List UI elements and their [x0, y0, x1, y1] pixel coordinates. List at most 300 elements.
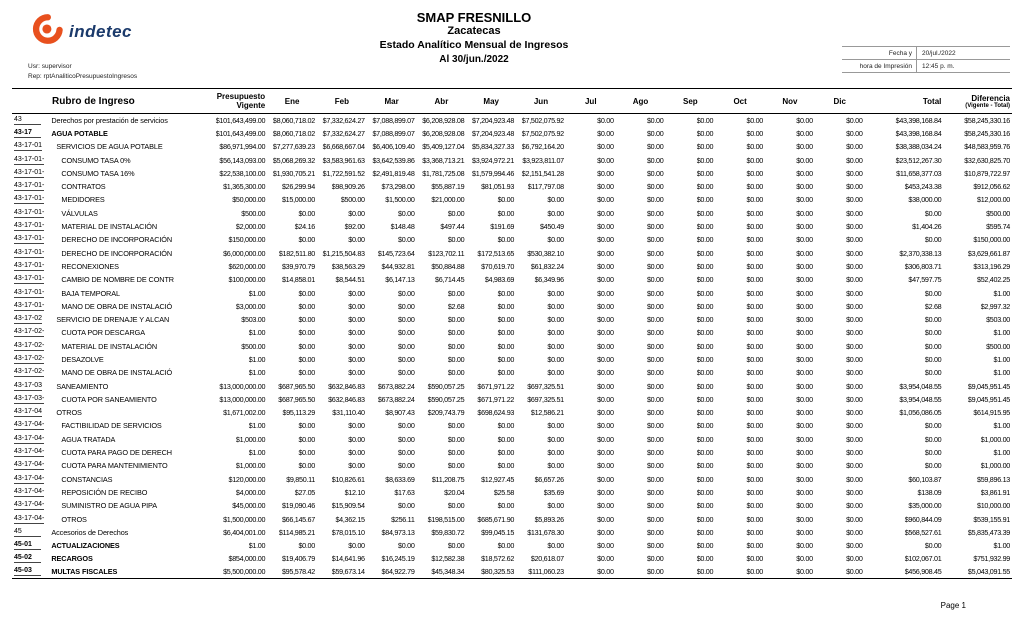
cell-jul: $0.00: [597, 195, 614, 205]
presupuesto-line2: Vigente: [236, 101, 266, 110]
row-description: AGUA TRATADA: [61, 434, 116, 444]
cell-abr: $123,702.11: [428, 248, 465, 258]
column-header-oct: Oct: [715, 89, 765, 114]
cell-feb: $7,332,624.27: [322, 115, 365, 125]
cell-dic: $0.00: [846, 155, 863, 165]
cell-ene: $182,511.80: [278, 248, 315, 258]
cell-total: $1,404.26: [912, 222, 942, 232]
cell-vigente: $100,000.00: [228, 275, 266, 285]
row-description: ACTUALIZACIONES: [51, 541, 120, 551]
cell-ene: $27.05: [294, 487, 315, 497]
cell-sep: $0.00: [696, 328, 714, 338]
cell-feb: $632,846.83: [328, 381, 365, 391]
row-description: CONTRATOS: [61, 182, 106, 192]
cell-vigente: $50,000.00: [232, 195, 266, 205]
cell-jun: $131,678.30: [527, 527, 564, 537]
cell-abr: $1,781,725.08: [422, 168, 465, 178]
cell-dic: $0.00: [846, 168, 863, 178]
cell-total: $38,000.00: [908, 195, 942, 205]
cell-ene: $0.00: [298, 421, 315, 431]
cell-may: $0.00: [497, 354, 515, 364]
cell-diferencia: $58,245,330.16: [964, 115, 1010, 125]
cell-feb: $92.00: [344, 222, 365, 232]
table-row: [12, 114, 1012, 127]
cell-vigente: $1,500,000.00: [223, 514, 266, 524]
cell-total: $0.00: [924, 235, 942, 245]
cell-ago: $0.00: [646, 554, 664, 564]
table-row: [12, 446, 1012, 459]
cell-total: $306,803.71: [904, 261, 942, 271]
cell-dic: $0.00: [846, 461, 863, 471]
cell-mar: $0.00: [398, 288, 415, 298]
cell-vigente: $1.00: [248, 354, 266, 364]
cell-ene: $0.00: [298, 541, 315, 551]
cell-jun: $450.49: [539, 222, 564, 232]
cell-ago: $0.00: [646, 408, 664, 418]
cell-diferencia: $912,056.62: [973, 182, 1010, 192]
cell-abr: $0.00: [447, 421, 465, 431]
cell-oct: $0.00: [746, 434, 763, 444]
cell-oct: $0.00: [746, 341, 763, 351]
cell-total: $0.00: [924, 341, 942, 351]
cell-vigente: $500.00: [241, 208, 266, 218]
cell-may: $99,045.15: [481, 527, 515, 537]
cell-ago: $0.00: [646, 434, 664, 444]
cell-dic: $0.00: [846, 448, 863, 458]
column-header-mar: Mar: [367, 89, 417, 114]
cell-dic: $0.00: [846, 142, 863, 152]
row-description: MATERIAL DE INSTALACIÓN: [61, 222, 158, 232]
column-header-dic: Dic: [815, 89, 865, 114]
cell-dic: $0.00: [846, 487, 863, 497]
cell-may: $4,983.69: [484, 275, 515, 285]
cell-nov: $0.00: [796, 288, 813, 298]
cell-mar: $145,723.64: [377, 248, 415, 258]
cell-dic: $0.00: [846, 248, 863, 258]
row-description: SERVICIO DE DRENAJE Y ALCAN: [56, 315, 170, 325]
cell-ene: $26,299.94: [281, 182, 315, 192]
row-code: 43-17-03: [14, 381, 43, 389]
cell-dic: $0.00: [846, 368, 863, 378]
cell-diferencia: $150,000.00: [973, 235, 1010, 245]
table-row: [12, 539, 1012, 552]
row-description: MEDIDORES: [61, 195, 105, 205]
cell-ene: $0.00: [298, 301, 315, 311]
cell-diferencia: $2,997.32: [980, 301, 1010, 311]
cell-jun: $0.00: [547, 208, 564, 218]
cell-ene: $5,068,269.32: [272, 155, 315, 165]
row-description: CUOTA POR DESCARGA: [61, 328, 145, 338]
print-time-value: 12:45 p. m.: [916, 60, 1010, 72]
cell-nov: $0.00: [796, 208, 813, 218]
cell-ene: $0.00: [298, 354, 315, 364]
cell-jul: $0.00: [597, 434, 614, 444]
row-description: MATERIAL DE INSTALACIÓN: [61, 341, 158, 351]
cell-total: $960,844.09: [904, 514, 942, 524]
cell-ene: $14,858.01: [281, 275, 315, 285]
cell-sep: $0.00: [696, 195, 714, 205]
cell-jul: $0.00: [597, 394, 614, 404]
user-label: Usr: supervisor: [28, 63, 72, 70]
logo-text: indetec: [69, 21, 133, 41]
cell-mar: $0.00: [398, 421, 415, 431]
cell-dic: $0.00: [846, 195, 863, 205]
cell-diferencia: $595.74: [986, 222, 1010, 232]
cell-diferencia: $1.00: [993, 354, 1010, 364]
cell-ago: $0.00: [646, 301, 664, 311]
cell-mar: $0.00: [398, 208, 415, 218]
cell-ago: $0.00: [646, 288, 664, 298]
cell-oct: $0.00: [746, 461, 763, 471]
cell-jun: $61,832.24: [530, 261, 564, 271]
cell-jun: $0.00: [547, 434, 564, 444]
cell-diferencia: $10,879,722.97: [964, 168, 1010, 178]
row-code: 43-17-02-: [14, 368, 45, 376]
cell-may: $18,572.62: [481, 554, 515, 564]
cell-ago: $0.00: [646, 461, 664, 471]
cell-total: $3,954,048.55: [899, 394, 942, 404]
row-description: Derechos por prestación de servicios: [51, 115, 168, 125]
table-row: [12, 246, 1012, 259]
cell-feb: $0.00: [348, 434, 365, 444]
row-description: DESAZOLVE: [61, 354, 104, 364]
cell-feb: $0.00: [348, 461, 365, 471]
cell-mar: $8,633.69: [385, 474, 415, 484]
column-header-rubro: Rubro de Ingreso: [12, 89, 186, 114]
cell-sep: $0.00: [696, 554, 714, 564]
row-description: CUOTA POR SANEAMIENTO: [61, 394, 157, 404]
cell-diferencia: $5,043,091.55: [943, 566, 1012, 579]
cell-oct: $0.00: [746, 368, 763, 378]
cell-jul: $0.00: [597, 368, 614, 378]
table-row: [12, 180, 1012, 193]
table-row: [12, 526, 1012, 539]
cell-oct: $0.00: [746, 394, 763, 404]
table-row: [12, 193, 1012, 206]
cell-abr: $6,208,928.08: [422, 115, 465, 125]
table-row: [12, 260, 1012, 273]
cell-ago: $0.00: [646, 115, 664, 125]
cell-mar: $0.00: [398, 501, 415, 511]
cell-ene: $9,850.11: [286, 474, 315, 484]
cell-mar: $0.00: [398, 315, 415, 325]
cell-vigente: $1.00: [248, 448, 266, 458]
table-row: [12, 353, 1012, 366]
cell-jun: $0.00: [547, 421, 564, 431]
table-row: [12, 406, 1012, 419]
table-row: [12, 207, 1012, 220]
cell-may: $0.00: [497, 541, 515, 551]
column-header-total: Total: [865, 89, 944, 114]
cell-oct: $0.00: [746, 541, 763, 551]
cell-vigente: $86,971,994.00: [219, 142, 266, 152]
cell-jun: $6,657.26: [534, 474, 564, 484]
cell-abr: $209,743.79: [427, 408, 465, 418]
cell-ago: $0.00: [646, 527, 664, 537]
cell-feb: $0.00: [348, 288, 365, 298]
cell-jun: $35.69: [543, 487, 564, 497]
print-time-row: [842, 60, 1010, 73]
cell-ene: $95,578.42: [267, 566, 317, 579]
cell-dic: $0.00: [846, 182, 863, 192]
cell-nov: $0.00: [796, 487, 813, 497]
cell-dic: $0.00: [846, 554, 863, 564]
cell-nov: $0.00: [796, 261, 813, 271]
row-description: SERVICIOS DE AGUA POTABLE: [56, 142, 163, 152]
cell-jul: $0.00: [597, 421, 614, 431]
cell-dic: $0.00: [846, 288, 863, 298]
cell-ago: $0.00: [646, 487, 664, 497]
cell-jun: $5,893.26: [534, 514, 564, 524]
row-code: 43-17-01-: [14, 222, 45, 230]
cell-may: $7,204,923.48: [472, 128, 515, 138]
cell-diferencia: $313,196.29: [973, 261, 1010, 271]
cell-dic: $0.00: [846, 434, 863, 444]
cell-diferencia: $10,000.00: [977, 501, 1010, 511]
cell-diferencia: $1,000.00: [980, 434, 1010, 444]
cell-nov: $0.00: [796, 301, 813, 311]
cell-diferencia: $9,045,951.45: [967, 394, 1010, 404]
row-code: 43-17-01-: [14, 182, 45, 190]
cell-jul: $0.00: [597, 288, 614, 298]
row-description: SUMINISTRO DE AGUA PIPA: [61, 501, 158, 511]
print-date-label: Fecha y: [888, 49, 912, 57]
cell-vigente: $22,538,100.00: [219, 168, 266, 178]
cell-dic: $0.00: [846, 354, 863, 364]
cell-feb: $0.00: [348, 208, 365, 218]
cell-total: $38,388,034.24: [895, 142, 942, 152]
cell-ago: $0.00: [646, 275, 664, 285]
cell-vigente: $1.00: [248, 368, 266, 378]
cell-mar: $673,882.24: [377, 394, 415, 404]
cell-vigente: $5,500,000.00: [186, 566, 267, 579]
cell-nov: $0.00: [796, 368, 813, 378]
row-code: 43-17-01-: [14, 208, 45, 216]
cell-nov: $0.00: [796, 115, 813, 125]
cell-feb: $0.00: [348, 368, 365, 378]
cell-ene: $24.16: [294, 222, 315, 232]
page-title: SMAP FRESNILLO: [416, 10, 532, 25]
cell-oct: $0.00: [746, 301, 763, 311]
cell-sep: $0.00: [696, 182, 714, 192]
cell-vigente: $4,000.00: [235, 487, 266, 497]
cell-vigente: $13,000,000.00: [219, 381, 266, 391]
cell-jul: $0.00: [597, 554, 614, 564]
cell-oct: $0.00: [746, 128, 763, 138]
cell-oct: $0.00: [746, 501, 763, 511]
cell-diferencia: $1,000.00: [980, 461, 1010, 471]
cell-abr: $198,515.00: [427, 514, 465, 524]
cell-abr: $0.00: [447, 235, 465, 245]
cell-may: $0.00: [497, 288, 515, 298]
cell-dic: $0.00: [846, 261, 863, 271]
cell-jun: $0.00: [547, 328, 564, 338]
cell-mar: $148.48: [390, 222, 415, 232]
cell-feb: $4,362.15: [335, 514, 365, 524]
table-row: [12, 512, 1012, 525]
cell-total: $456,908.45: [865, 566, 944, 579]
cell-feb: $6,668,667.04: [322, 142, 365, 152]
cell-jun: $0.00: [547, 368, 564, 378]
cell-ago: $0.00: [646, 315, 664, 325]
cell-feb: $0.00: [348, 315, 365, 325]
cell-sep: $0.00: [696, 448, 714, 458]
cell-mar: $2,491,819.48: [372, 168, 415, 178]
cell-total: $0.00: [924, 461, 942, 471]
cell-sep: $0.00: [696, 235, 714, 245]
cell-dic: $0.00: [846, 128, 863, 138]
row-code: 43-17-02-: [14, 354, 45, 362]
table-row: [12, 433, 1012, 446]
cell-jul: $0.00: [597, 315, 614, 325]
cell-sep: $0.00: [696, 301, 714, 311]
cell-dic: $0.00: [846, 315, 863, 325]
cell-abr: $45,348.34: [417, 566, 467, 579]
cell-oct: $0.00: [746, 448, 763, 458]
cell-oct: $0.00: [746, 208, 763, 218]
row-code: 43-17-01-: [14, 235, 45, 243]
row-code: 43-17-04-: [14, 487, 45, 495]
table-row: [12, 153, 1012, 166]
cell-abr: $0.00: [447, 541, 465, 551]
cell-diferencia: $1.00: [993, 368, 1010, 378]
cell-nov: $0.00: [796, 195, 813, 205]
cell-vigente: $101,643,499.00: [215, 115, 266, 125]
cell-jul: $0.00: [597, 301, 614, 311]
cell-may: $698,624.93: [477, 408, 515, 418]
cell-mar: $0.00: [398, 235, 415, 245]
cell-feb: $12.10: [344, 487, 365, 497]
cell-dic: $0.00: [846, 328, 863, 338]
cell-ago: $0.00: [646, 208, 664, 218]
cell-sep: $0.00: [696, 408, 714, 418]
table-row: [12, 566, 1012, 579]
cell-jun: $7,502,075.92: [521, 128, 564, 138]
row-description: OTROS: [61, 514, 87, 524]
cell-may: $0.00: [497, 501, 515, 511]
cell-abr: $0.00: [447, 448, 465, 458]
cell-nov: $0.00: [796, 328, 813, 338]
row-code: 43-17-01-: [14, 261, 45, 269]
cell-diferencia: $5,835,473.39: [967, 527, 1010, 537]
cell-sep: $0.00: [696, 261, 714, 271]
cell-vigente: $1.00: [248, 541, 266, 551]
cell-jul: $0.00: [597, 222, 614, 232]
column-header-feb: Feb: [317, 89, 367, 114]
row-code: 43-17-04-: [14, 461, 45, 469]
cell-mar: $6,406,109.40: [372, 142, 415, 152]
cell-mar: $84,973.13: [381, 527, 415, 537]
cell-may: $172,513.65: [477, 248, 515, 258]
cell-total: $2.68: [924, 301, 942, 311]
cell-nov: $0.00: [796, 501, 813, 511]
cell-may: $7,204,923.48: [472, 115, 515, 125]
cell-jul: $0.00: [597, 341, 614, 351]
row-code: 43-17-04-: [14, 514, 45, 522]
cell-sep: $0.00: [696, 275, 714, 285]
cell-jul: $0.00: [597, 514, 614, 524]
cell-feb: $0.00: [348, 328, 365, 338]
cell-sep: $0.00: [696, 421, 714, 431]
row-code: 43-17-04: [14, 408, 43, 416]
cell-diferencia: $614,915.95: [973, 408, 1010, 418]
cell-dic: $0.00: [846, 421, 863, 431]
row-description: SANEAMIENTO: [56, 381, 109, 391]
cell-jul: $0.00: [597, 248, 614, 258]
cell-mar: $64,922.79: [367, 566, 417, 579]
cell-may: $12,927.45: [481, 474, 515, 484]
cell-jun: $0.00: [547, 315, 564, 325]
report-name-subtitle: Estado Analítico Mensual de Ingresos: [379, 39, 569, 51]
column-header-jul: Jul: [566, 89, 616, 114]
column-header-diferencia: [943, 89, 1012, 114]
cell-ene: $0.00: [298, 235, 315, 245]
row-code: 43-17-01-: [14, 155, 45, 163]
cell-vigente: $854,000.00: [228, 554, 266, 564]
cell-diferencia: $1.00: [993, 288, 1010, 298]
report-table: [12, 88, 1012, 579]
cell-jun: $0.00: [547, 354, 564, 364]
cell-may: $1,579,994.46: [472, 168, 515, 178]
cell-feb: $3,583,961.63: [322, 155, 365, 165]
row-description: DERECHO DE INCORPORACIÓN: [61, 235, 173, 245]
cell-vigente: $150,000.00: [228, 235, 266, 245]
cell-oct: $0.00: [746, 155, 763, 165]
row-code: 43-17-01-: [14, 248, 45, 256]
cell-ago: $0.00: [646, 421, 664, 431]
cell-total: $0.00: [924, 288, 942, 298]
cell-feb: $0.00: [348, 341, 365, 351]
cell-may: $0.00: [497, 341, 515, 351]
cell-diferencia: $32,630,825.70: [964, 155, 1010, 165]
cell-ene: $687,965.50: [278, 381, 315, 391]
table-row: [12, 233, 1012, 246]
cell-abr: $12,582.38: [431, 554, 465, 564]
cell-vigente: $6,000,000.00: [223, 248, 266, 258]
report-titles: [274, 10, 674, 65]
cell-jul: $0.00: [597, 527, 614, 537]
cell-diferencia: $1.00: [993, 448, 1010, 458]
cell-vigente: $503.00: [241, 315, 266, 325]
cell-may: $0.00: [497, 461, 515, 471]
cell-feb: $59,673.14: [317, 566, 367, 579]
row-description: AGUA POTABLE: [51, 128, 108, 138]
cell-total: $138.09: [917, 487, 942, 497]
cell-abr: $0.00: [447, 288, 465, 298]
cell-nov: $0.00: [796, 354, 813, 364]
cell-ago: $0.00: [646, 142, 664, 152]
cell-jul: $0.00: [597, 115, 614, 125]
cell-jun: $0.00: [547, 301, 564, 311]
cell-nov: $0.00: [796, 394, 813, 404]
cell-vigente: $1.00: [248, 288, 266, 298]
cell-diferencia: $503.00: [986, 315, 1010, 325]
cell-diferencia: $500.00: [986, 341, 1010, 351]
cell-vigente: $1,000.00: [235, 461, 266, 471]
cell-ene: $1,930,705.21: [272, 168, 315, 178]
row-description: CONSUMO TASA 16%: [61, 168, 135, 178]
cell-oct: $0.00: [746, 288, 763, 298]
cell-dic: $0.00: [846, 394, 863, 404]
cell-abr: $497.44: [440, 222, 465, 232]
cell-sep: $0.00: [696, 142, 714, 152]
cell-ago: $0.00: [646, 394, 664, 404]
cell-oct: $0.00: [746, 421, 763, 431]
cell-ene: $19,090.46: [281, 501, 315, 511]
cell-total: $453,243.38: [904, 182, 942, 192]
cell-nov: $0.00: [796, 315, 813, 325]
cell-dic: $0.00: [846, 514, 863, 524]
